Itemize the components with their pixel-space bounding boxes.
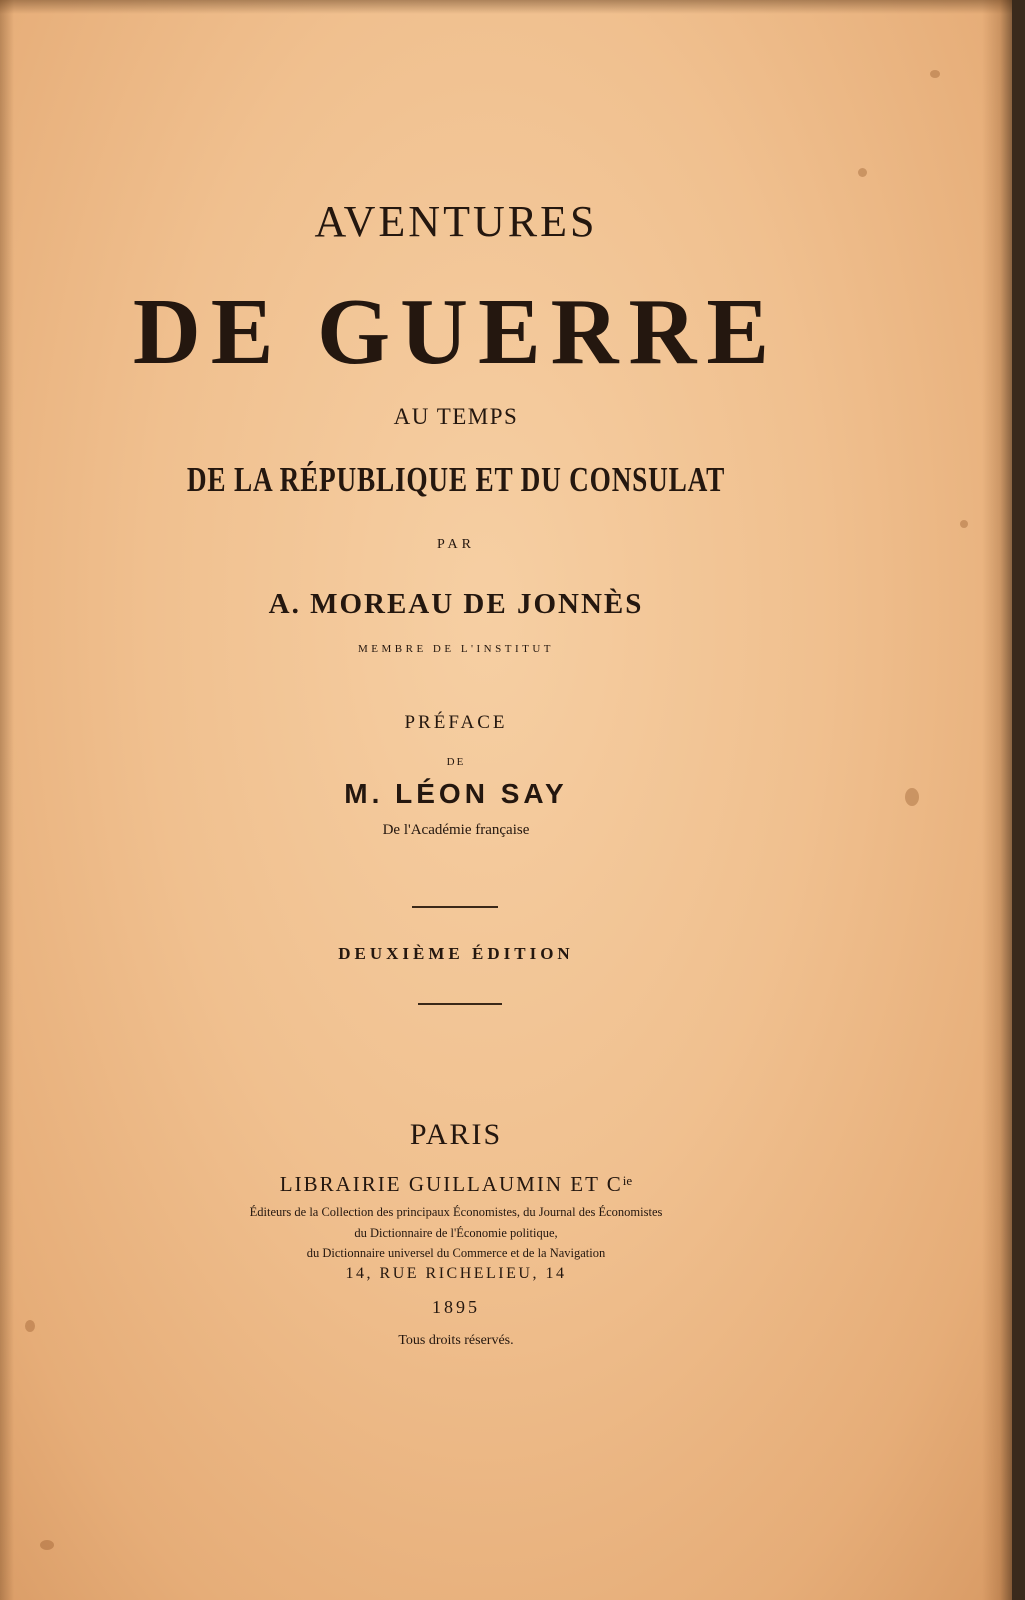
- publisher-name-superscript: ie: [622, 1173, 633, 1188]
- publisher-name-text: LIBRAIRIE GUILLAUMIN ET C: [279, 1172, 623, 1196]
- title-line-2: DE GUERRE: [132, 280, 780, 384]
- edition-label: DEUXIÈME ÉDITION: [338, 944, 574, 963]
- publisher-description-line-2: du Dictionnaire de l'Économie politique,: [354, 1226, 558, 1240]
- page-top-edge: [0, 0, 1012, 14]
- foxing-spot: [25, 1320, 35, 1332]
- author-name: A. MOREAU DE JONNÈS: [268, 588, 644, 620]
- publisher-name: [0, 1172, 912, 1197]
- page-right-edge: [982, 0, 1012, 1600]
- subtitle-line-1: AU TEMPS: [393, 404, 519, 429]
- subtitle-line-2: DE LA RÉPUBLIQUE ET DU CONSULAT: [186, 460, 726, 499]
- title-line-1: AVENTURES: [314, 197, 598, 246]
- publisher-city: PARIS: [409, 1118, 503, 1151]
- foxing-spot: [960, 520, 968, 528]
- publication-year: 1895: [432, 1297, 480, 1317]
- by-label: PAR: [437, 537, 475, 552]
- divider-rule: [418, 1003, 502, 1005]
- publisher-description-line-1: Éditeurs de la Collection des principaux Économistes, du Journal des Économistes: [249, 1205, 663, 1219]
- foxing-spot: [930, 70, 940, 78]
- preface-de: DE: [446, 756, 466, 768]
- rights-notice: Tous droits réservés.: [398, 1333, 514, 1348]
- publisher-address: 14, RUE RICHELIEU, 14: [345, 1265, 567, 1282]
- divider-rule: [412, 906, 498, 908]
- preface-author: M. LÉON SAY: [344, 778, 568, 809]
- preface-author-title: De l'Académie française: [382, 822, 530, 838]
- publisher-description-line-3: du Dictionnaire universel du Commerce et de la Navigation: [306, 1246, 606, 1260]
- preface-label: PRÉFACE: [404, 712, 508, 733]
- foxing-spot: [40, 1540, 54, 1550]
- foxing-spot: [858, 168, 867, 177]
- author-title: MEMBRE DE L'INSTITUT: [357, 643, 555, 655]
